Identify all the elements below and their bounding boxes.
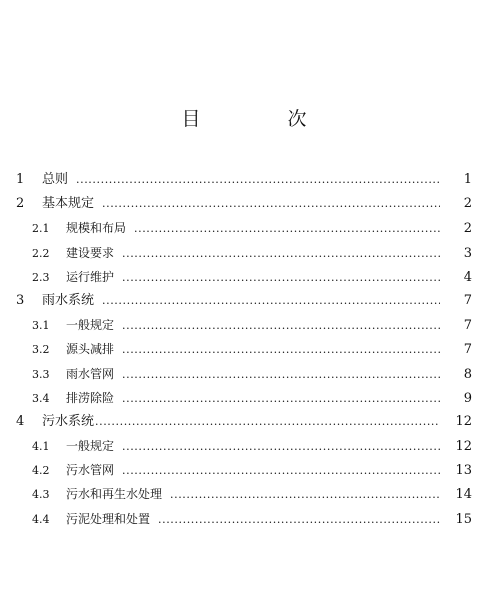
page-number: 13 (455, 463, 472, 479)
dot-leader (95, 410, 440, 434)
page-number: 7 (463, 342, 472, 358)
toc-entry[interactable] (16, 241, 472, 265)
section-title: 污水管网 (66, 463, 115, 478)
dot-leader (76, 168, 440, 192)
section-number: 1 (16, 172, 25, 187)
dot-leader (134, 217, 440, 241)
section-title: 污水和再生水处理 (66, 487, 163, 502)
section-number: 4.3 (32, 488, 50, 502)
toc-entry[interactable] (16, 168, 472, 192)
dot-leader (102, 192, 440, 216)
page-number: 8 (463, 366, 472, 382)
page-number: 3 (463, 245, 472, 261)
dot-leader (122, 314, 440, 338)
table-of-contents (16, 168, 472, 531)
page-number: 1 (463, 172, 472, 187)
page-number: 14 (455, 487, 472, 503)
section-title: 一般规定 (66, 439, 115, 454)
section-number: 3.2 (32, 343, 50, 357)
section-number: 4 (16, 413, 25, 429)
page-number: 9 (463, 390, 472, 406)
page-number: 2 (463, 221, 472, 237)
dot-leader (102, 289, 440, 313)
section-title: 污泥处理和处置 (66, 511, 151, 526)
dot-leader (122, 363, 440, 387)
dot-leader (170, 483, 440, 507)
dot-leader (122, 387, 440, 411)
section-title: 雨水管网 (66, 366, 115, 381)
toc-title: 目 次 (181, 108, 341, 130)
section-title: 污水系统 (42, 413, 95, 429)
section-title: 雨水系统 (42, 292, 95, 308)
page-number: 2 (463, 196, 472, 212)
toc-entry[interactable] (16, 386, 472, 410)
dot-leader (122, 435, 440, 459)
section-title: 总则 (42, 172, 69, 187)
section-number: 2.3 (32, 270, 50, 284)
section-number: 4.4 (32, 512, 50, 526)
section-number: 3 (16, 292, 25, 308)
toc-entry[interactable] (16, 265, 472, 289)
toc-entry[interactable] (16, 434, 472, 458)
page-number: 12 (455, 439, 472, 455)
section-number: 4.2 (32, 464, 50, 478)
page-number: 4 (463, 269, 472, 285)
section-title: 基本规定 (42, 196, 95, 212)
section-title: 建设要求 (66, 245, 115, 260)
toc-entry[interactable] (16, 482, 472, 506)
section-number: 2.2 (32, 246, 50, 260)
toc-entry[interactable] (16, 507, 472, 531)
section-number: 2 (16, 196, 25, 212)
section-title: 运行维护 (66, 269, 115, 284)
section-number: 2.1 (32, 222, 50, 236)
dot-leader (122, 266, 440, 290)
page-number: 15 (455, 511, 472, 527)
toc-entry[interactable] (16, 410, 472, 434)
dot-leader (158, 508, 440, 532)
section-title: 规模和布局 (66, 221, 127, 236)
page-number: 12 (455, 413, 472, 429)
toc-entry[interactable] (16, 337, 472, 361)
dot-leader (122, 242, 440, 266)
page-number: 7 (463, 318, 472, 334)
toc-entry[interactable] (16, 289, 472, 313)
section-number: 3.1 (32, 319, 50, 333)
section-title: 源头减排 (66, 342, 115, 357)
page-number: 7 (463, 292, 472, 308)
dot-leader (122, 459, 440, 483)
dot-leader (122, 338, 440, 362)
toc-entry[interactable] (16, 362, 472, 386)
section-number: 4.1 (32, 440, 50, 454)
toc-entry[interactable] (16, 192, 472, 216)
section-title: 排涝除险 (66, 390, 115, 405)
toc-entry[interactable] (16, 216, 472, 240)
section-number: 3.3 (32, 367, 50, 381)
toc-entry[interactable] (16, 458, 472, 482)
section-title: 一般规定 (66, 318, 115, 333)
toc-entry[interactable] (16, 313, 472, 337)
section-number: 3.4 (32, 391, 50, 405)
